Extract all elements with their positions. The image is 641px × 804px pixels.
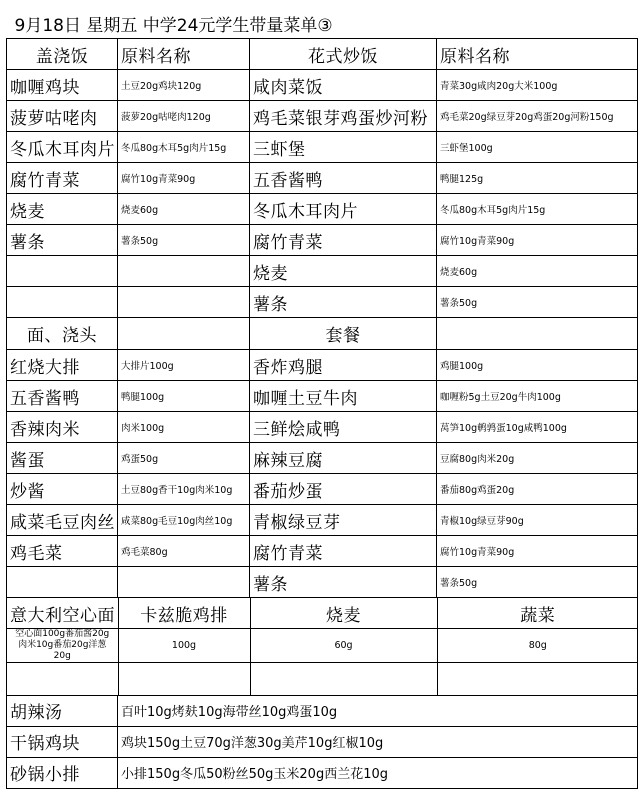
chicken-amount: 100g	[118, 629, 250, 663]
ingredients-right: 薯条50g	[437, 287, 638, 318]
dish-right: 腐竹青菜	[250, 225, 437, 256]
ingredients-left: 烧麦60g	[118, 194, 250, 225]
soup-ingredients: 鸡块150g土豆70g洋葱30g美芹10g红椒10g	[118, 726, 638, 757]
menu-row	[7, 350, 638, 381]
dish-left: 咸菜毛豆肉丝	[7, 505, 118, 536]
dish-left: 鸡毛菜	[7, 536, 118, 567]
dish-left: 冬瓜木耳肉片	[7, 132, 118, 163]
ingredients-left: 薯条50g	[118, 225, 250, 256]
dish-left	[7, 256, 118, 287]
ingredients-right: 豆腐80g肉米20g	[437, 443, 638, 474]
dish-right: 咖喱土豆牛肉	[250, 381, 437, 412]
header-fried-rice: 花式炒饭	[250, 39, 437, 70]
ingredients-right: 青菜30g咸肉20g大米100g	[437, 70, 638, 101]
ingredients-left	[118, 567, 250, 598]
dish-right: 薯条	[250, 567, 437, 598]
soup-ingredients: 百叶10g烤麸10g海带丝10g鸡蛋10g	[118, 695, 638, 726]
dish-left: 五香酱鸭	[7, 381, 118, 412]
soup-dish: 干锅鸡块	[7, 726, 118, 757]
ingredients-left	[118, 287, 250, 318]
dish-left: 烧麦	[7, 194, 118, 225]
pasta-ingredients-1: 空心面100g番茄酱20g	[15, 629, 110, 639]
ingredients-right: 三虾堡100g	[437, 132, 638, 163]
dish-right: 三虾堡	[250, 132, 437, 163]
dish-left: 香辣肉米	[7, 412, 118, 443]
menu-row	[7, 101, 638, 132]
ingredients-left: 土豆20g鸡块120g	[118, 70, 250, 101]
menu-row	[7, 536, 638, 567]
dish-right: 薯条	[250, 287, 437, 318]
soup-ingredients: 小排150g冬瓜50粉丝50g玉米20g西兰花10g	[118, 757, 638, 788]
veg-amount: 80g	[437, 629, 638, 663]
ingredients-right: 冬瓜80g木耳5g肉片15g	[437, 194, 638, 225]
menu-row	[7, 194, 638, 225]
menu-table	[6, 8, 638, 789]
dish-right: 麻辣豆腐	[250, 443, 437, 474]
ingredients-right: 烧麦60g	[437, 256, 638, 287]
ingredients-left: 菠萝20g咕咾肉120g	[118, 101, 250, 132]
ingredients-left: 腐竹10g青菜90g	[118, 163, 250, 194]
special-name-chicken: 卡兹脆鸡排	[118, 598, 250, 629]
dish-left	[7, 287, 118, 318]
ingredients-left: 冬瓜80g木耳5g肉片15g	[118, 132, 250, 163]
ingredients-left: 肉米100g	[118, 412, 250, 443]
ingredients-left: 大排片100g	[118, 350, 250, 381]
dish-right: 番茄炒蛋	[250, 474, 437, 505]
soup-dish: 砂锅小排	[7, 757, 118, 788]
soup-row	[7, 757, 638, 788]
menu-row	[7, 70, 638, 101]
header-set-meal: 套餐	[250, 318, 437, 350]
soup-row	[7, 726, 638, 757]
menu-title: 9月18日 星期五 中学24元学生带量菜单③	[7, 8, 638, 39]
ingredients-right: 咖喱粉5g土豆20g牛肉100g	[437, 381, 638, 412]
ingredients-left: 土豆80g香干10g肉米10g	[118, 474, 250, 505]
dish-right: 咸肉菜饭	[250, 70, 437, 101]
dish-left: 酱蛋	[7, 443, 118, 474]
dish-left: 咖喱鸡块	[7, 70, 118, 101]
dish-left: 炒酱	[7, 474, 118, 505]
header-noodles: 面、浇头	[7, 318, 118, 350]
ingredients-left: 鸭腿100g	[118, 381, 250, 412]
dish-left: 腐竹青菜	[7, 163, 118, 194]
menu-row	[7, 505, 638, 536]
dish-left: 薯条	[7, 225, 118, 256]
dish-right: 五香酱鸭	[250, 163, 437, 194]
header-ingredients-1: 原料名称	[118, 39, 250, 70]
soup-dish: 胡辣汤	[7, 695, 118, 726]
header-ingredients-2: 原料名称	[437, 39, 638, 70]
ingredients-left	[118, 256, 250, 287]
dish-left: 红烧大排	[7, 350, 118, 381]
menu-row	[7, 474, 638, 505]
soup-row	[7, 695, 638, 726]
dish-left	[7, 567, 118, 598]
dish-right: 香炸鸡腿	[250, 350, 437, 381]
dish-right: 烧麦	[250, 256, 437, 287]
menu-row	[7, 443, 638, 474]
dish-right: 青椒绿豆芽	[250, 505, 437, 536]
dish-right: 腐竹青菜	[250, 536, 437, 567]
dish-right: 冬瓜木耳肉片	[250, 194, 437, 225]
menu-row	[7, 225, 638, 256]
special-name-shaomai: 烧麦	[250, 598, 437, 629]
menu-row	[7, 567, 638, 598]
dish-right: 鸡毛菜银芽鸡蛋炒河粉	[250, 101, 437, 132]
menu-row	[7, 256, 638, 287]
pasta-ingredients-2: 肉米10g番茄20g洋葱20g	[18, 640, 107, 661]
ingredients-left: 鸡毛菜80g	[118, 536, 250, 567]
ingredients-right: 番茄80g鸡蛋20g	[437, 474, 638, 505]
dish-right: 三鲜烩咸鸭	[250, 412, 437, 443]
ingredients-right: 莴笋10g鹌鹑蛋10g咸鸭100g	[437, 412, 638, 443]
ingredients-right: 薯条50g	[437, 567, 638, 598]
ingredients-right: 腐竹10g青菜90g	[437, 225, 638, 256]
header-gai-jiao-fan: 盖浇饭	[7, 39, 118, 70]
menu-row	[7, 132, 638, 163]
menu-row	[7, 381, 638, 412]
menu-row	[7, 163, 638, 194]
shaomai-amount: 60g	[250, 629, 437, 663]
ingredients-left: 咸菜80g毛豆10g肉丝10g	[118, 505, 250, 536]
menu-row	[7, 412, 638, 443]
dish-left: 菠萝咕咾肉	[7, 101, 118, 132]
ingredients-right: 鸭腿125g	[437, 163, 638, 194]
ingredients-right: 腐竹10g青菜90g	[437, 536, 638, 567]
special-name-pasta: 意大利空心面	[7, 598, 118, 629]
ingredients-right: 鸡腿100g	[437, 350, 638, 381]
menu-row	[7, 287, 638, 318]
ingredients-right: 鸡毛菜20g绿豆芽20g鸡蛋20g河粉150g	[437, 101, 638, 132]
ingredients-left: 鸡蛋50g	[118, 443, 250, 474]
special-name-veg: 蔬菜	[437, 598, 638, 629]
ingredients-right: 青椒10g绿豆芽90g	[437, 505, 638, 536]
